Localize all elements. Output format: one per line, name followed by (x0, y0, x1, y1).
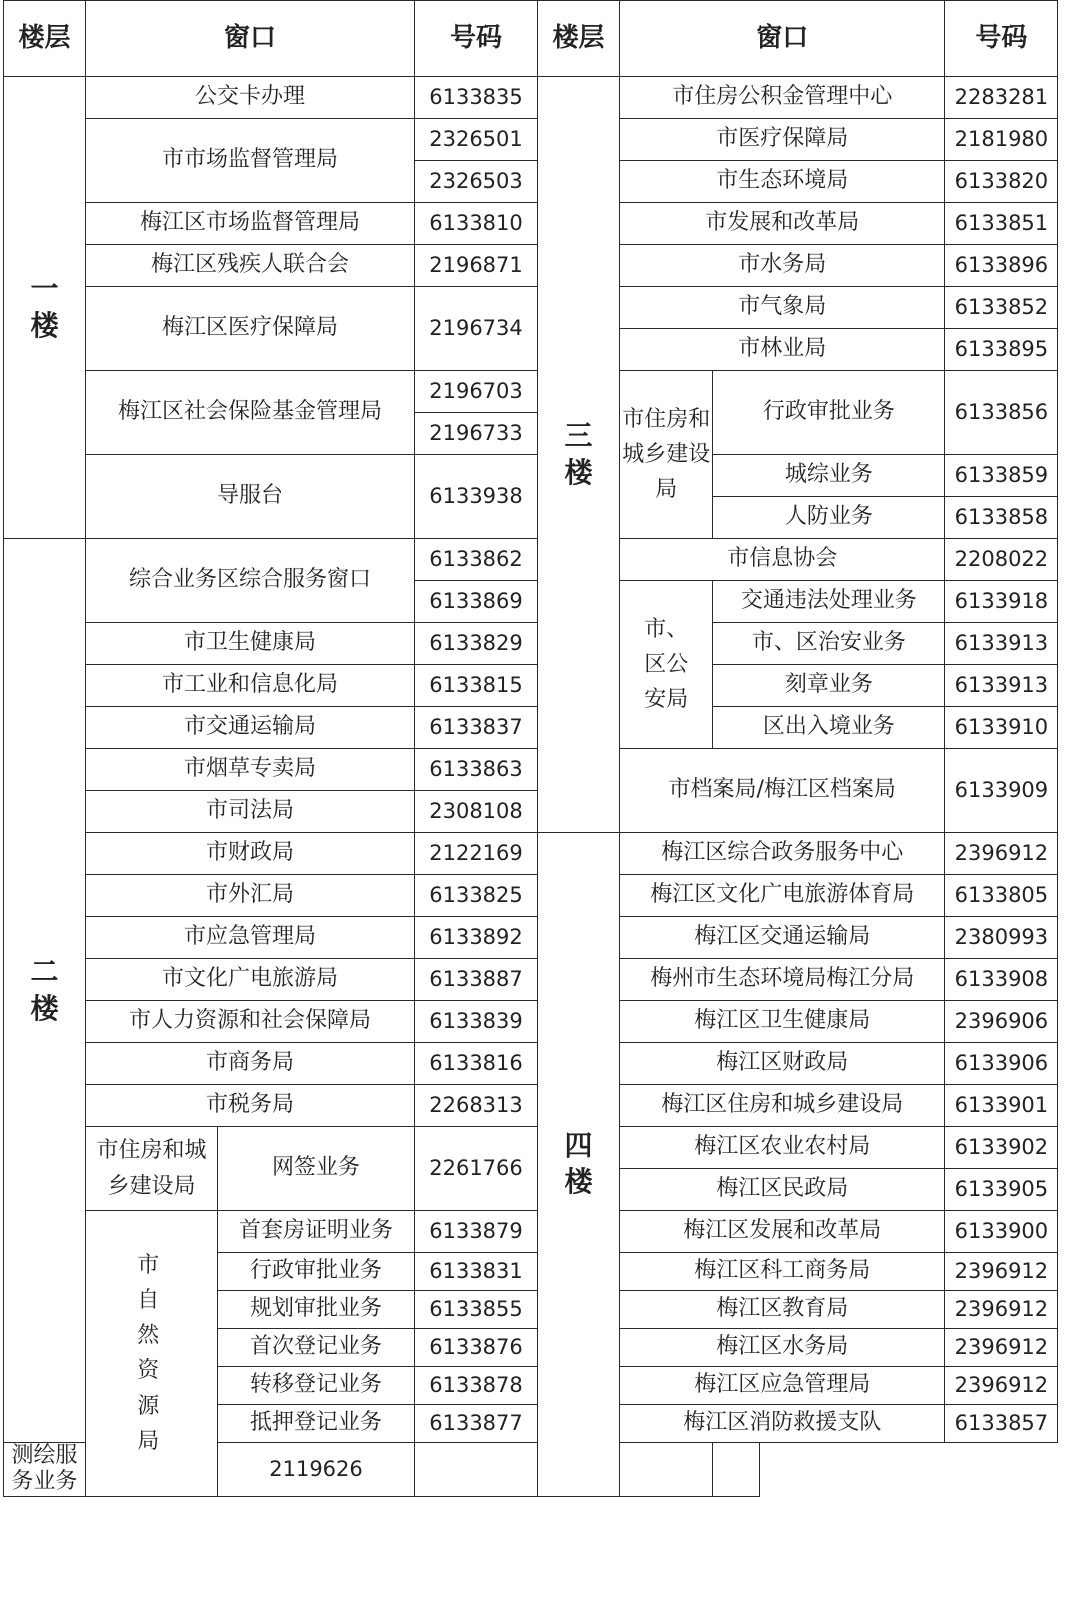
table-row (4, 245, 1058, 287)
window-cell: 市人力资源和社会保障局 (86, 1001, 415, 1043)
window-cell: 市发展和改革局 (620, 203, 945, 245)
phone-number: 6133810 (415, 203, 538, 245)
window-cell: 梅州市生态环境局梅江分局 (620, 959, 945, 1001)
nature-resources-group: 市自然资源局 (86, 1211, 218, 1497)
table-row (4, 707, 1058, 749)
sub-window-cell: 网签业务 (218, 1127, 415, 1211)
window-cell: 市烟草专卖局 (86, 749, 415, 791)
sub-window-cell: 抵押登记业务 (218, 1405, 415, 1443)
sub-window-cell: 交通违法处理业务 (713, 581, 945, 623)
sub-window-cell: 首套房证明业务 (218, 1211, 415, 1253)
sub-window-cell: 转移登记业务 (218, 1367, 415, 1405)
window-cell: 梅江区发展和改革局 (620, 1211, 945, 1253)
phone-number: 2119626 (218, 1443, 415, 1497)
phone-number: 6133896 (945, 245, 1058, 287)
phone-number: 6133835 (415, 77, 538, 119)
phone-number: 2261766 (415, 1127, 538, 1211)
table-row (4, 455, 1058, 497)
phone-number: 2196733 (415, 413, 538, 455)
header-number-left: 号码 (415, 1, 538, 77)
phone-number: 6133878 (415, 1367, 538, 1405)
window-cell: 市生态环境局 (620, 161, 945, 203)
window-cell: 梅江区农业农村局 (620, 1127, 945, 1169)
phone-number: 6133913 (945, 665, 1058, 707)
phone-number: 6133879 (415, 1211, 538, 1253)
window-cell: 梅江区医疗保障局 (86, 287, 415, 371)
window-cell: 梅江区交通运输局 (620, 917, 945, 959)
sub-window-cell: 市、区治安业务 (713, 623, 945, 665)
sub-window-cell: 行政审批业务 (713, 371, 945, 455)
window-cell: 市卫生健康局 (86, 623, 415, 665)
table-row (4, 665, 1058, 707)
table-row (4, 119, 1058, 161)
window-cell: 市市场监督管理局 (86, 119, 415, 203)
phone-number: 6133908 (945, 959, 1058, 1001)
window-cell: 梅江区卫生健康局 (620, 1001, 945, 1043)
phone-number: 2196703 (415, 371, 538, 413)
window-cell: 梅江区民政局 (620, 1169, 945, 1211)
phone-number: 2268313 (415, 1085, 538, 1127)
phone-number: 2181980 (945, 119, 1058, 161)
window-cell: 市交通运输局 (86, 707, 415, 749)
police-group: 市、区公安局 (620, 581, 713, 749)
phone-number: 6133837 (415, 707, 538, 749)
empty-cell (713, 1443, 760, 1497)
table-row (4, 371, 1058, 413)
table-row (4, 1043, 1058, 1085)
phone-number: 6133887 (415, 959, 538, 1001)
window-cell: 市应急管理局 (86, 917, 415, 959)
table-row (4, 1001, 1058, 1043)
window-cell: 市气象局 (620, 287, 945, 329)
header-number-right: 号码 (945, 1, 1058, 77)
phone-number: 6133906 (945, 1043, 1058, 1085)
table-row (4, 875, 1058, 917)
phone-number: 6133831 (415, 1253, 538, 1291)
phone-number: 2396912 (945, 1367, 1058, 1405)
phone-number: 2196734 (415, 287, 538, 371)
phone-number: 6133869 (415, 581, 538, 623)
phone-number: 6133857 (945, 1405, 1058, 1443)
header-floor-right: 楼层 (538, 1, 620, 77)
phone-number: 2122169 (415, 833, 538, 875)
phone-number: 2283281 (945, 77, 1058, 119)
phone-number: 6133858 (945, 497, 1058, 539)
phone-number: 6133851 (945, 203, 1058, 245)
phone-number: 2396906 (945, 1001, 1058, 1043)
phone-number: 6133862 (415, 539, 538, 581)
window-cell: 梅江区社会保险基金管理局 (86, 371, 415, 455)
window-cell: 市工业和信息化局 (86, 665, 415, 707)
phone-number: 6133905 (945, 1169, 1058, 1211)
phone-number: 6133938 (415, 455, 538, 539)
phone-number: 6133902 (945, 1127, 1058, 1169)
window-cell: 市档案局/梅江区档案局 (620, 749, 945, 833)
header-floor-left: 楼层 (4, 1, 86, 77)
window-cell: 梅江区消防救援支队 (620, 1405, 945, 1443)
floor-3-label: 三楼 (538, 77, 620, 833)
phone-number: 2308108 (415, 791, 538, 833)
sub-window-cell: 区出入境业务 (713, 707, 945, 749)
phone-number: 6133877 (415, 1405, 538, 1443)
phone-number: 6133892 (415, 917, 538, 959)
phone-number: 6133820 (945, 161, 1058, 203)
phone-number: 2326501 (415, 119, 538, 161)
floor-2-label: 二楼 (4, 539, 86, 1443)
phone-number: 6133816 (415, 1043, 538, 1085)
phone-number: 6133859 (945, 455, 1058, 497)
window-cell: 导服台 (86, 455, 415, 539)
sub-window-cell: 刻章业务 (713, 665, 945, 707)
housing-group-2f: 市住房和城乡建设局 (86, 1127, 218, 1211)
phone-number: 6133900 (945, 1211, 1058, 1253)
sub-window-cell: 城综业务 (713, 455, 945, 497)
window-cell: 市税务局 (86, 1085, 415, 1127)
phone-number: 6133852 (945, 287, 1058, 329)
phone-number: 6133805 (945, 875, 1058, 917)
window-cell: 梅江区综合政务服务中心 (620, 833, 945, 875)
window-cell: 市文化广电旅游局 (86, 959, 415, 1001)
housing-group-3f: 市住房和城乡建设局 (620, 371, 713, 539)
phone-number: 6133863 (415, 749, 538, 791)
sub-window-cell: 测绘服务业务 (4, 1443, 86, 1497)
table-row (4, 749, 1058, 791)
phone-number: 6133895 (945, 329, 1058, 371)
phone-number: 6133815 (415, 665, 538, 707)
phone-number: 6133856 (945, 371, 1058, 455)
phone-number: 6133855 (415, 1291, 538, 1329)
window-cell: 市信息协会 (620, 539, 945, 581)
phone-number: 6133825 (415, 875, 538, 917)
phone-number: 2396912 (945, 1253, 1058, 1291)
window-cell: 市财政局 (86, 833, 415, 875)
window-cell: 市外汇局 (86, 875, 415, 917)
phone-number: 6133918 (945, 581, 1058, 623)
window-cell: 梅江区水务局 (620, 1329, 945, 1367)
phone-number: 2326503 (415, 161, 538, 203)
phone-number: 6133909 (945, 749, 1058, 833)
header-window-left: 窗口 (86, 1, 415, 77)
table-row (4, 833, 1058, 875)
window-cell: 公交卡办理 (86, 77, 415, 119)
window-cell: 梅江区科工商务局 (620, 1253, 945, 1291)
window-cell: 梅江区文化广电旅游体育局 (620, 875, 945, 917)
table-row (4, 1085, 1058, 1127)
window-cell: 综合业务区综合服务窗口 (86, 539, 415, 623)
window-cell: 梅江区住房和城乡建设局 (620, 1085, 945, 1127)
window-cell: 梅江区应急管理局 (620, 1367, 945, 1405)
table-row (4, 539, 1058, 581)
phone-number: 2396912 (945, 833, 1058, 875)
phone-number: 2396912 (945, 1291, 1058, 1329)
table-row (4, 1127, 1058, 1169)
phone-number: 2196871 (415, 245, 538, 287)
sub-window-cell: 首次登记业务 (218, 1329, 415, 1367)
window-cell: 市住房公积金管理中心 (620, 77, 945, 119)
empty-cell (415, 1443, 713, 1497)
phone-number: 6133901 (945, 1085, 1058, 1127)
phone-number: 2380993 (945, 917, 1058, 959)
sub-window-cell: 规划审批业务 (218, 1291, 415, 1329)
phone-number: 6133829 (415, 623, 538, 665)
floor-1-label: 一楼 (4, 77, 86, 539)
window-cell: 市商务局 (86, 1043, 415, 1085)
phone-number: 2396912 (945, 1329, 1058, 1367)
phone-number: 6133910 (945, 707, 1058, 749)
table-row (4, 77, 1058, 119)
header-window-right: 窗口 (620, 1, 945, 77)
window-cell: 梅江区残疾人联合会 (86, 245, 415, 287)
window-cell: 市林业局 (620, 329, 945, 371)
table-row (4, 287, 1058, 329)
window-cell: 梅江区财政局 (620, 1043, 945, 1085)
window-cell: 市司法局 (86, 791, 415, 833)
header-row (4, 1, 1058, 77)
table-row (4, 203, 1058, 245)
table-row (4, 1211, 1058, 1253)
phone-number: 6133913 (945, 623, 1058, 665)
floor-4-label: 四楼 (538, 833, 620, 1497)
sub-window-cell: 人防业务 (713, 497, 945, 539)
table-row (4, 959, 1058, 1001)
phone-number: 2208022 (945, 539, 1058, 581)
phone-number: 6133839 (415, 1001, 538, 1043)
window-cell: 市水务局 (620, 245, 945, 287)
window-cell: 梅江区市场监督管理局 (86, 203, 415, 245)
sub-window-cell: 行政审批业务 (218, 1253, 415, 1291)
service-window-phone-table (3, 0, 1058, 1497)
window-cell: 市医疗保障局 (620, 119, 945, 161)
table-row (4, 623, 1058, 665)
window-cell: 梅江区教育局 (620, 1291, 945, 1329)
phone-number: 6133876 (415, 1329, 538, 1367)
table-row (4, 917, 1058, 959)
